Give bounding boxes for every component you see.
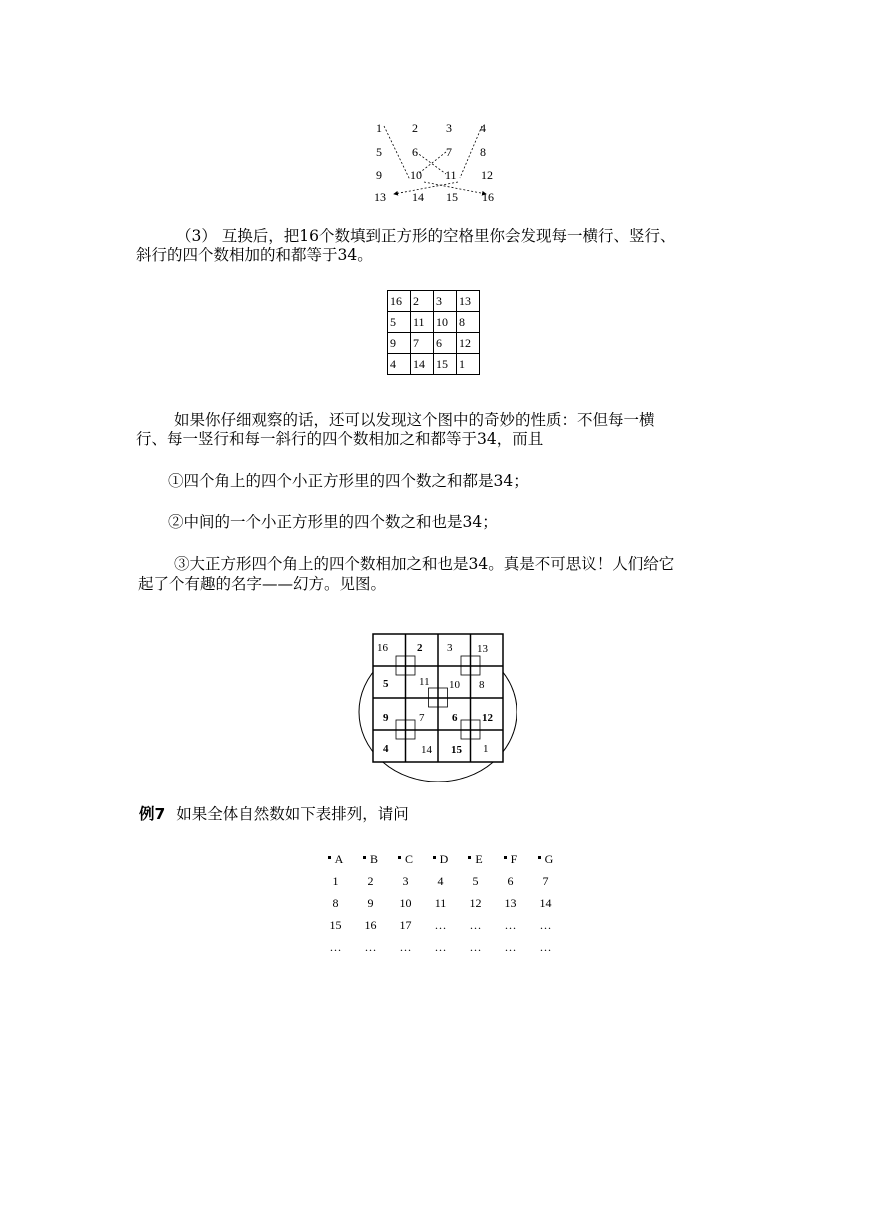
table-cell: 14: [539, 895, 552, 910]
table-cell: …: [469, 917, 482, 932]
magic-cell: 3: [434, 291, 457, 312]
table-cell: 10: [399, 895, 412, 910]
figure-cell: 12: [482, 712, 493, 724]
swap-cell: 10: [410, 168, 422, 182]
swap-diagram: [368, 118, 508, 210]
table-cell: 7: [542, 873, 549, 888]
figure-cell: 8: [479, 679, 485, 691]
swap-cell: 15: [446, 190, 458, 204]
table-row: [388, 312, 480, 333]
paragraph-swap-line1: （3） 互换后，把16个数填到正方形的空格里你会发现每一横行、竖行、: [176, 227, 676, 245]
swap-cell: 7: [446, 145, 452, 159]
table-cell: 9: [367, 895, 374, 910]
table-cell: …: [329, 939, 342, 954]
table-cell: …: [399, 939, 412, 954]
magic-cell: 9: [388, 333, 411, 354]
table-cell: 15: [329, 917, 342, 932]
arrow-1-to-11: [384, 126, 410, 180]
magic-cell: 1: [457, 354, 480, 375]
swap-cell: 12: [481, 168, 493, 182]
table-cell: 12: [469, 895, 482, 910]
magic-cell: 5: [388, 312, 411, 333]
table-cell: 16: [364, 917, 377, 932]
magic-square-figure: [355, 630, 517, 782]
table-row: [318, 914, 563, 936]
magic-cell: 16: [388, 291, 411, 312]
arrow-4-to-11: [460, 126, 482, 178]
swap-cell: 11: [445, 168, 457, 182]
table-cell: 4: [437, 873, 444, 888]
figure-cell: 7: [419, 712, 425, 724]
magic-cell: 4: [388, 354, 411, 375]
table-cell: …: [539, 939, 552, 954]
magic-cell: 15: [434, 354, 457, 375]
property-corners: ①四个角上的四个小正方形里的四个数之和都是34；: [168, 472, 529, 490]
table-cell: 11: [434, 895, 447, 910]
swap-cell: 8: [480, 145, 486, 159]
example-text: 如果全体自然数如下表排列，请问: [176, 805, 409, 823]
paragraph-naming-line1: ③大正方形四个角上的四个数相加之和也是34。真是不可思议！人们给它: [174, 555, 675, 573]
figure-cell: 9: [383, 712, 389, 724]
table-cell: 3: [402, 873, 409, 888]
swap-cell: 1: [376, 121, 382, 135]
table-row: [318, 870, 563, 892]
figure-cell: 6: [452, 712, 458, 724]
figure-cell: 11: [419, 676, 430, 688]
figure-cell: 2: [417, 642, 423, 654]
table-cell: 5: [472, 873, 479, 888]
table-cell: 1: [332, 873, 339, 888]
table-cell: …: [364, 939, 377, 954]
table-cell: …: [434, 917, 447, 932]
table-row: [388, 333, 480, 354]
table-cell: 13: [504, 895, 517, 910]
swap-cell: 13: [374, 190, 386, 204]
swap-cell: 4: [480, 121, 486, 135]
arrow-7-to-10: [418, 152, 446, 174]
table-row: [318, 936, 563, 958]
magic-cell: 10: [434, 312, 457, 333]
magic-cell: 12: [457, 333, 480, 354]
swap-cell: 14: [412, 190, 424, 204]
paragraph-observe-line1: 如果你仔细观察的话，还可以发现这个图中的奇妙的性质：不但每一横: [174, 411, 655, 429]
magic-cell: 6: [434, 333, 457, 354]
table-row: [318, 892, 563, 914]
column-header: D: [423, 848, 458, 870]
table-header-row: [318, 848, 563, 870]
paragraph-swap-line2: 斜行的四个数相加的和都等于34。: [136, 246, 373, 264]
table-cell: 17: [399, 917, 412, 932]
swap-cell: 6: [412, 145, 418, 159]
column-header: F: [493, 848, 528, 870]
magic-cell: 2: [411, 291, 434, 312]
magic-cell: 13: [457, 291, 480, 312]
swap-cell: 2: [412, 121, 418, 135]
figure-cell: 15: [451, 744, 462, 756]
table-cell: 8: [332, 895, 339, 910]
swap-cell: 3: [446, 121, 452, 135]
magic-cell: 11: [411, 312, 434, 333]
example-7-heading: [139, 804, 409, 824]
figure-cell: 10: [449, 679, 460, 691]
example-label: 例7: [139, 805, 166, 823]
figure-cell: 14: [421, 744, 432, 756]
paragraph-observe-line2: 行、每一竖行和每一斜行的四个数相加之和都等于34，而且: [136, 430, 544, 448]
table-cell: …: [434, 939, 447, 954]
column-header: A: [318, 848, 353, 870]
natural-number-table: [318, 848, 563, 958]
column-header: B: [353, 848, 388, 870]
magic-cell: 7: [411, 333, 434, 354]
table-row: [388, 291, 480, 312]
figure-cell: 5: [383, 678, 389, 690]
table-cell: 6: [507, 873, 514, 888]
swap-cell: 5: [376, 145, 382, 159]
table-cell: …: [504, 917, 517, 932]
column-header: E: [458, 848, 493, 870]
table-cell: …: [504, 939, 517, 954]
figure-cell: 1: [483, 743, 489, 755]
swap-cell: 16: [482, 190, 494, 204]
magic-cell: 14: [411, 354, 434, 375]
figure-cell: 13: [477, 643, 488, 655]
property-center: ②中间的一个小正方形里的四个数之和也是34；: [168, 513, 498, 531]
figure-cell: 16: [377, 642, 388, 654]
swap-cell: 9: [376, 168, 382, 182]
table-cell: …: [539, 917, 552, 932]
magic-cell: 8: [457, 312, 480, 333]
figure-cell: 4: [383, 743, 389, 755]
column-header: C: [388, 848, 423, 870]
paragraph-naming-line2: 起了个有趣的名字——幻方。见图。: [138, 575, 387, 593]
table-cell: …: [469, 939, 482, 954]
magic-square-table: [387, 290, 480, 375]
table-cell: 2: [367, 873, 374, 888]
table-row: [388, 354, 480, 375]
figure-cell: 3: [447, 642, 453, 654]
column-header: G: [528, 848, 563, 870]
